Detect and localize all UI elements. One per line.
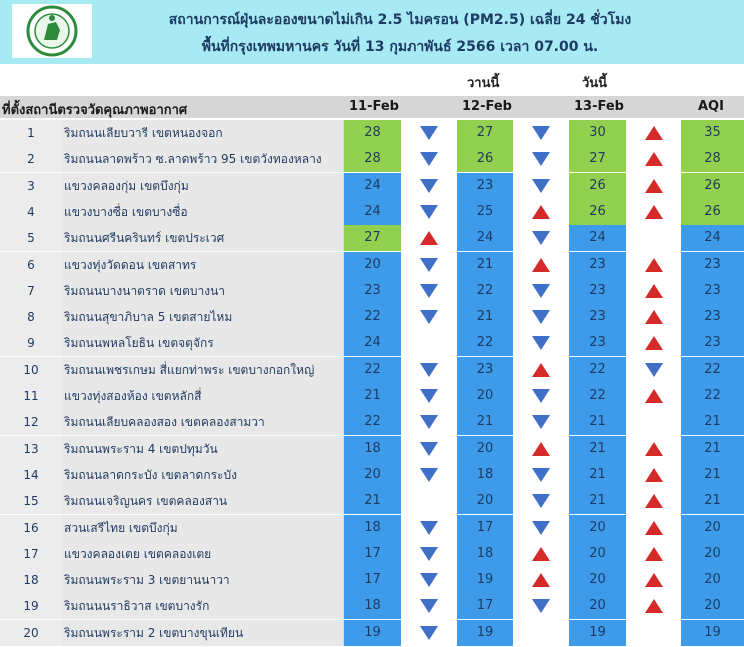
row-number: 5 [0,225,62,251]
aqi-value: 23 [681,304,744,330]
trend-d3 [626,278,681,304]
row-number: 3 [0,173,62,199]
trend-d3 [626,462,681,488]
station-location: ริมถนนเพชรเกษม สี่แยกท่าพระ เขตบางกอกใหญ่ [62,357,344,383]
row-number: 2 [0,146,62,172]
pm25-value-d3: 21 [569,436,626,462]
pm25-value-d3: 21 [569,409,626,435]
pm25-value-d3: 24 [569,225,626,251]
trend-d3 [626,173,681,199]
pm25-value-d2: 22 [457,278,513,304]
station-location: แขวงคลองกุ่ม เขตบึงกุ่ม [62,173,344,199]
table-row [0,357,744,383]
pm25-value-d2: 19 [457,620,513,646]
trend-d2 [513,541,569,567]
table-row [0,146,744,172]
pm25-value-d2: 25 [457,199,513,225]
pm25-value-d1: 24 [344,173,401,199]
trend-down-icon [532,494,550,508]
station-location: ริมถนนเลียบคลองสอง เขตคลองสามวา [62,409,344,435]
row-number: 7 [0,278,62,304]
date1-column-header: 11-Feb [349,99,399,114]
pm25-value-d2: 23 [457,173,513,199]
trend-d2 [513,515,569,541]
trend-d3 [626,593,681,619]
row-number: 15 [0,488,62,514]
trend-up-icon [645,310,663,324]
pm25-value-d3: 23 [569,304,626,330]
pm25-value-d1: 22 [344,409,401,435]
trend-d2 [513,383,569,409]
trend-d1 [401,357,457,383]
row-number: 18 [0,567,62,593]
pm25-value-d3: 23 [569,330,626,356]
table-row [0,252,744,278]
trend-d1 [401,383,457,409]
table-row [0,173,744,199]
location-column-header: ที่ตั้งสถานีตรวจวัดคุณภาพอากาศ [2,103,188,118]
station-location: แขวงทุ่งสองห้อง เขตหลักสี่ [62,383,344,409]
table-row [0,409,744,435]
pm25-value-d1: 21 [344,383,401,409]
pm25-value-d2: 18 [457,462,513,488]
trend-d3 [626,515,681,541]
aqi-value: 20 [681,593,744,619]
date2-column-header: 12-Feb [462,99,512,114]
bma-logo [12,4,92,58]
table-row [0,515,744,541]
trend-up-icon [645,389,663,403]
trend-d3 [626,383,681,409]
station-location: สวนเสรีไทย เขตบึงกุ่ม [62,515,344,541]
row-number: 19 [0,593,62,619]
pm25-value-d3: 23 [569,278,626,304]
trend-d1 [401,409,457,435]
trend-down-icon [420,126,438,140]
table-row [0,383,744,409]
trend-down-icon [420,442,438,456]
trend-d2 [513,252,569,278]
trend-down-icon [420,573,438,587]
station-location: ริมถนนเลียบวารี เขตหนองจอก [62,120,344,146]
table-row [0,304,744,330]
trend-d2 [513,173,569,199]
aqi-value: 21 [681,409,744,435]
aqi-value: 35 [681,120,744,146]
trend-down-icon [532,599,550,613]
banner-divider [0,64,744,67]
report-title: สถานการณ์ฝุ่นละอองขนาดไม่เกิน 2.5 ไมครอน (PM2.5) เฉลี่ย 24 ชั่วโมง [168,12,632,28]
trend-d1 [401,225,457,251]
pm25-value-d3: 21 [569,462,626,488]
trend-d1 [401,620,457,646]
pm25-value-d1: 18 [344,436,401,462]
aqi-value: 21 [681,436,744,462]
title-banner [0,0,744,64]
trend-down-icon [420,468,438,482]
trend-d3 [626,225,681,251]
trend-down-icon [645,363,663,377]
trend-up-icon [532,547,550,561]
aqi-value: 26 [681,199,744,225]
pm25-value-d3: 20 [569,515,626,541]
pm25-value-d2: 27 [457,120,513,146]
pm25-value-d2: 22 [457,330,513,356]
pm25-value-d1: 19 [344,620,401,646]
station-location: ริมถนนพระราม 4 เขตปทุมวัน [62,436,344,462]
trend-d1 [401,488,457,514]
station-location: ริมถนนพหลโยธิน เขตจตุจักร [62,330,344,356]
station-location: ริมถนนเจริญนคร เขตคลองสาน [62,488,344,514]
table-row [0,541,744,567]
trend-d1 [401,252,457,278]
trend-d1 [401,173,457,199]
table-row [0,488,744,514]
trend-d2 [513,225,569,251]
trend-down-icon [532,152,550,166]
trend-up-icon [645,547,663,561]
aqi-value: 23 [681,330,744,356]
pm25-value-d1: 28 [344,146,401,172]
trend-up-icon [645,258,663,272]
trend-d1 [401,541,457,567]
aqi-value: 23 [681,252,744,278]
trend-d3 [626,541,681,567]
trend-down-icon [532,310,550,324]
table-row [0,278,744,304]
trend-d1 [401,462,457,488]
trend-d3 [626,120,681,146]
aqi-value: 20 [681,567,744,593]
trend-up-icon [532,363,550,377]
station-location: ริมถนนพระราม 2 เขตบางขุนเทียน [62,620,344,646]
table-row [0,462,744,488]
pm25-value-d2: 17 [457,515,513,541]
yesterday-label: วานนี้ [467,76,500,91]
trend-up-icon [645,442,663,456]
trend-d1 [401,515,457,541]
trend-d2 [513,409,569,435]
pm25-value-d2: 23 [457,357,513,383]
pm25-value-d1: 20 [344,462,401,488]
trend-up-icon [645,468,663,482]
trend-d2 [513,278,569,304]
row-number: 1 [0,120,62,146]
trend-d3 [626,146,681,172]
trend-down-icon [420,521,438,535]
trend-d1 [401,436,457,462]
pm25-value-d1: 23 [344,278,401,304]
pm25-value-d2: 20 [457,488,513,514]
trend-d1 [401,278,457,304]
trend-d3 [626,567,681,593]
bma-seal-icon [12,4,92,58]
pm25-value-d3: 20 [569,541,626,567]
pm25-value-d3: 30 [569,120,626,146]
trend-d1 [401,199,457,225]
today-label: วันนี้ [582,76,608,91]
row-number: 10 [0,357,62,383]
trend-down-icon [420,284,438,298]
trend-down-icon [420,363,438,377]
pm25-value-d1: 20 [344,252,401,278]
trend-down-icon [532,179,550,193]
station-location: ริมถนนลาดกระบัง เขตลาดกระบัง [62,462,344,488]
trend-down-icon [420,152,438,166]
trend-down-icon [420,626,438,640]
trend-up-icon [645,494,663,508]
trend-down-icon [532,126,550,140]
pm25-value-d3: 22 [569,383,626,409]
row-number: 11 [0,383,62,409]
pm25-value-d1: 24 [344,330,401,356]
trend-down-icon [532,521,550,535]
pm25-value-d3: 23 [569,252,626,278]
trend-d2 [513,488,569,514]
trend-down-icon [420,415,438,429]
trend-up-icon [645,284,663,298]
trend-d3 [626,330,681,356]
pm25-value-d2: 20 [457,436,513,462]
trend-d1 [401,304,457,330]
trend-up-icon [532,258,550,272]
aqi-value: 20 [681,541,744,567]
row-number: 12 [0,409,62,435]
trend-d1 [401,593,457,619]
trend-down-icon [420,547,438,561]
trend-down-icon [532,336,550,350]
trend-up-icon [645,573,663,587]
trend-d3 [626,488,681,514]
trend-up-icon [645,336,663,350]
pm25-value-d1: 18 [344,515,401,541]
station-location: ริมถนนสุขาภิบาล 5 เขตสายไหม [62,304,344,330]
trend-up-icon [645,599,663,613]
trend-down-icon [420,205,438,219]
trend-d2 [513,304,569,330]
trend-down-icon [420,310,438,324]
trend-d2 [513,436,569,462]
station-location: ริมถนนพระราม 3 เขตยานนาวา [62,567,344,593]
trend-d1 [401,567,457,593]
row-number: 4 [0,199,62,225]
station-location: แขวงทุ่งวัดดอน เขตสาทร [62,252,344,278]
row-number: 17 [0,541,62,567]
trend-d3 [626,252,681,278]
pm25-value-d2: 17 [457,593,513,619]
pm25-value-d1: 21 [344,488,401,514]
date3-column-header: 13-Feb [574,99,624,114]
trend-d3 [626,620,681,646]
trend-up-icon [532,573,550,587]
aqi-value: 20 [681,515,744,541]
trend-up-icon [645,152,663,166]
trend-d3 [626,304,681,330]
trend-down-icon [420,258,438,272]
trend-d1 [401,146,457,172]
trend-up-icon [420,231,438,245]
trend-d2 [513,146,569,172]
pm25-value-d3: 26 [569,199,626,225]
pm25-value-d3: 22 [569,357,626,383]
table-row [0,120,744,146]
report-subtitle: พื้นที่กรุงเทพมหานคร วันที่ 13 กุมภาพันธ์ 2566 เวลา 07.00 น. [201,39,599,55]
station-location: แขวงบางซื่อ เขตบางซื่อ [62,199,344,225]
trend-up-icon [645,179,663,193]
pm25-value-d3: 26 [569,173,626,199]
trend-up-icon [645,205,663,219]
aqi-value: 21 [681,462,744,488]
pm25-value-d2: 21 [457,252,513,278]
station-location: ริมถนนบางนาตราด เขตบางนา [62,278,344,304]
station-location: ริมถนนศรีนครินทร์ เขตประเวศ [62,225,344,251]
pm25-value-d2: 21 [457,409,513,435]
trend-d1 [401,120,457,146]
row-number: 13 [0,436,62,462]
pm25-value-d1: 22 [344,357,401,383]
pm25-value-d3: 21 [569,488,626,514]
pm25-value-d3: 19 [569,620,626,646]
trend-d3 [626,199,681,225]
aqi-value: 21 [681,488,744,514]
trend-d1 [401,330,457,356]
row-number: 20 [0,620,62,646]
pm25-value-d1: 27 [344,225,401,251]
table-row [0,330,744,356]
aqi-value: 19 [681,620,744,646]
pm25-value-d1: 17 [344,567,401,593]
trend-up-icon [645,126,663,140]
table-row [0,567,744,593]
trend-down-icon [532,415,550,429]
table-row [0,199,744,225]
pm25-value-d1: 17 [344,541,401,567]
trend-d2 [513,462,569,488]
pm25-value-d1: 18 [344,593,401,619]
row-number: 9 [0,330,62,356]
pm25-value-d3: 27 [569,146,626,172]
pm25-value-d1: 28 [344,120,401,146]
pm25-value-d2: 21 [457,304,513,330]
station-location: ริมถนนนราธิวาส เขตบางรัก [62,593,344,619]
aqi-value: 23 [681,278,744,304]
trend-up-icon [532,205,550,219]
pm25-value-d2: 19 [457,567,513,593]
table-row [0,620,744,646]
row-number: 16 [0,515,62,541]
pm25-value-d2: 20 [457,383,513,409]
trend-d2 [513,357,569,383]
trend-d2 [513,567,569,593]
trend-d2 [513,330,569,356]
trend-d2 [513,120,569,146]
trend-down-icon [420,179,438,193]
table-header [0,96,744,118]
pm25-value-d3: 20 [569,593,626,619]
trend-down-icon [532,231,550,245]
aqi-value: 22 [681,383,744,409]
pm25-value-d1: 24 [344,199,401,225]
trend-down-icon [532,389,550,403]
trend-down-icon [532,468,550,482]
row-number: 6 [0,252,62,278]
pm25-value-d3: 20 [569,567,626,593]
aqi-column-header: AQI [698,99,724,114]
row-number: 8 [0,304,62,330]
trend-up-icon [532,442,550,456]
trend-d3 [626,436,681,462]
pm25-value-d1: 22 [344,304,401,330]
station-location: ริมถนนลาดพร้าว ซ.ลาดพร้าว 95 เขตวังทองหลาง [62,146,344,172]
pm25-value-d2: 18 [457,541,513,567]
row-number: 14 [0,462,62,488]
trend-d2 [513,620,569,646]
table-row [0,436,744,462]
trend-down-icon [420,389,438,403]
trend-d3 [626,409,681,435]
trend-up-icon [645,521,663,535]
trend-d2 [513,199,569,225]
table-row [0,225,744,251]
aqi-value: 22 [681,357,744,383]
trend-down-icon [532,284,550,298]
trend-d3 [626,357,681,383]
trend-down-icon [420,599,438,613]
trend-d2 [513,593,569,619]
pm25-value-d2: 26 [457,146,513,172]
aqi-value: 28 [681,146,744,172]
pm25-value-d2: 24 [457,225,513,251]
table-row [0,593,744,619]
aqi-value: 24 [681,225,744,251]
aqi-value: 26 [681,173,744,199]
station-location: แขวงคลองเตย เขตคลองเตย [62,541,344,567]
